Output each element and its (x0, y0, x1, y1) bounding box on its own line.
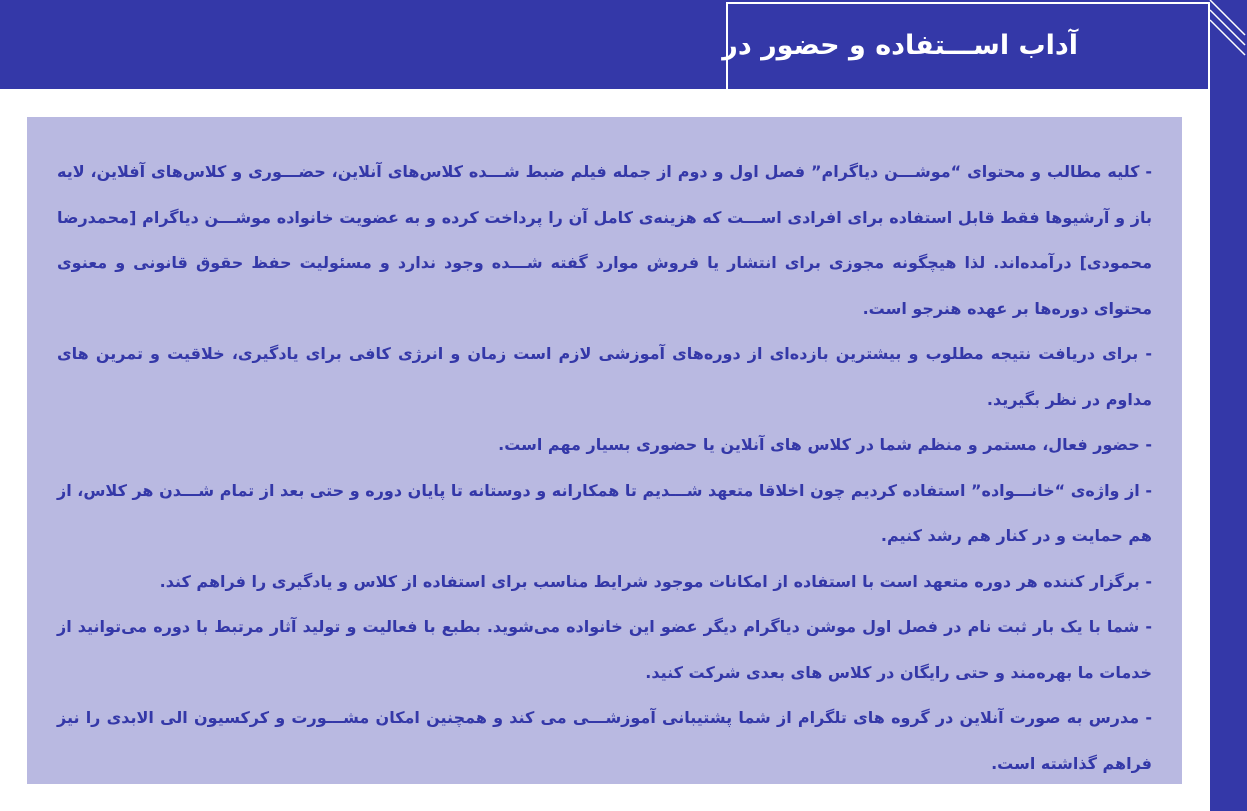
rule-paragraph-3: - حضور فعال، مستمر و منظم شما در کلاس های آنلاین یا حضوری بسیار مهم است. (498, 435, 1152, 454)
rules-text (57, 149, 1152, 786)
content-panel (27, 117, 1182, 784)
rule-paragraph-7: - مدرس به صورت آنلاین در گروه های تلگرام از شما پشتیبانی آموزشـــی می کند و همچنین امکان مشـــورت و کرکسیون الی الابدی را نیز فراهم گذاشته است. (57, 708, 1152, 773)
decorative-diagonal-lines (1208, 0, 1247, 130)
page-title: آداب اســـتفاده و حضور در (722, 30, 1078, 61)
rule-paragraph-2: - برای دریافت نتیجه مطلوب و بیشترین بازده‌ای از دوره‌های آموزشی لازم است زمان و انرژی کافی برای یادگیری، خلاقیت و تمرین های مداوم در نظر بگیرید. (57, 344, 1152, 409)
rule-paragraph-5: - برگزار کننده هر دوره متعهد است با استفاده از امکانات موجود شرایط مناسب برای استفاده از کلاس و یادگیری را فراهم کند. (159, 571, 1152, 591)
rule-paragraph-6: - شما با یک بار ثبت نام در فصل اول موشن دیاگرام دیگر عضو این خانواده می‌شوید. بطبع با فعالیت و تولید آثار مرتبط با دوره می‌توانید از خدمات ما بهره‌مند و حتی رایگان در کلاس های بعدی شرکت کنید. (57, 617, 1152, 682)
rule-paragraph-4: - از واژه‌ی “خانـــواده” استفاده کردیم چون اخلاقا متعهد شـــدیم تا همکارانه و دوستانه تا پایان دوره و حتی بعد از تمام شـــدن هر کلاس، از هم حمایت و در کنار هم رشد کنیم. (57, 480, 1152, 545)
title-box (722, 2, 1210, 89)
rule-paragraph-1: - کلیه مطالب و محتوای “موشـــن دیاگرام” فصل اول و دوم از جمله فیلم ضبط شـــده کلاس‌های آنلاین، حضـــوری و کلاس‌های آفلاین، لایه باز و آرشیوها فقط قابل استفاده برای افرادی اســـت که هزینه‌ی کامل آن را پرداخت کرده و به عضویت خانواده موشـــن دیاگرام [محمدرضا محمودی] درآمده‌اند. لذا هیچگونه مجوزی برای انتشار یا فروش موارد گفته شـــده وجود ندارد و مسئولیت حفظ حقوق قانونی و معنوی محتوای دوره‌ها بر عهده هنرجو است. (57, 162, 1152, 318)
